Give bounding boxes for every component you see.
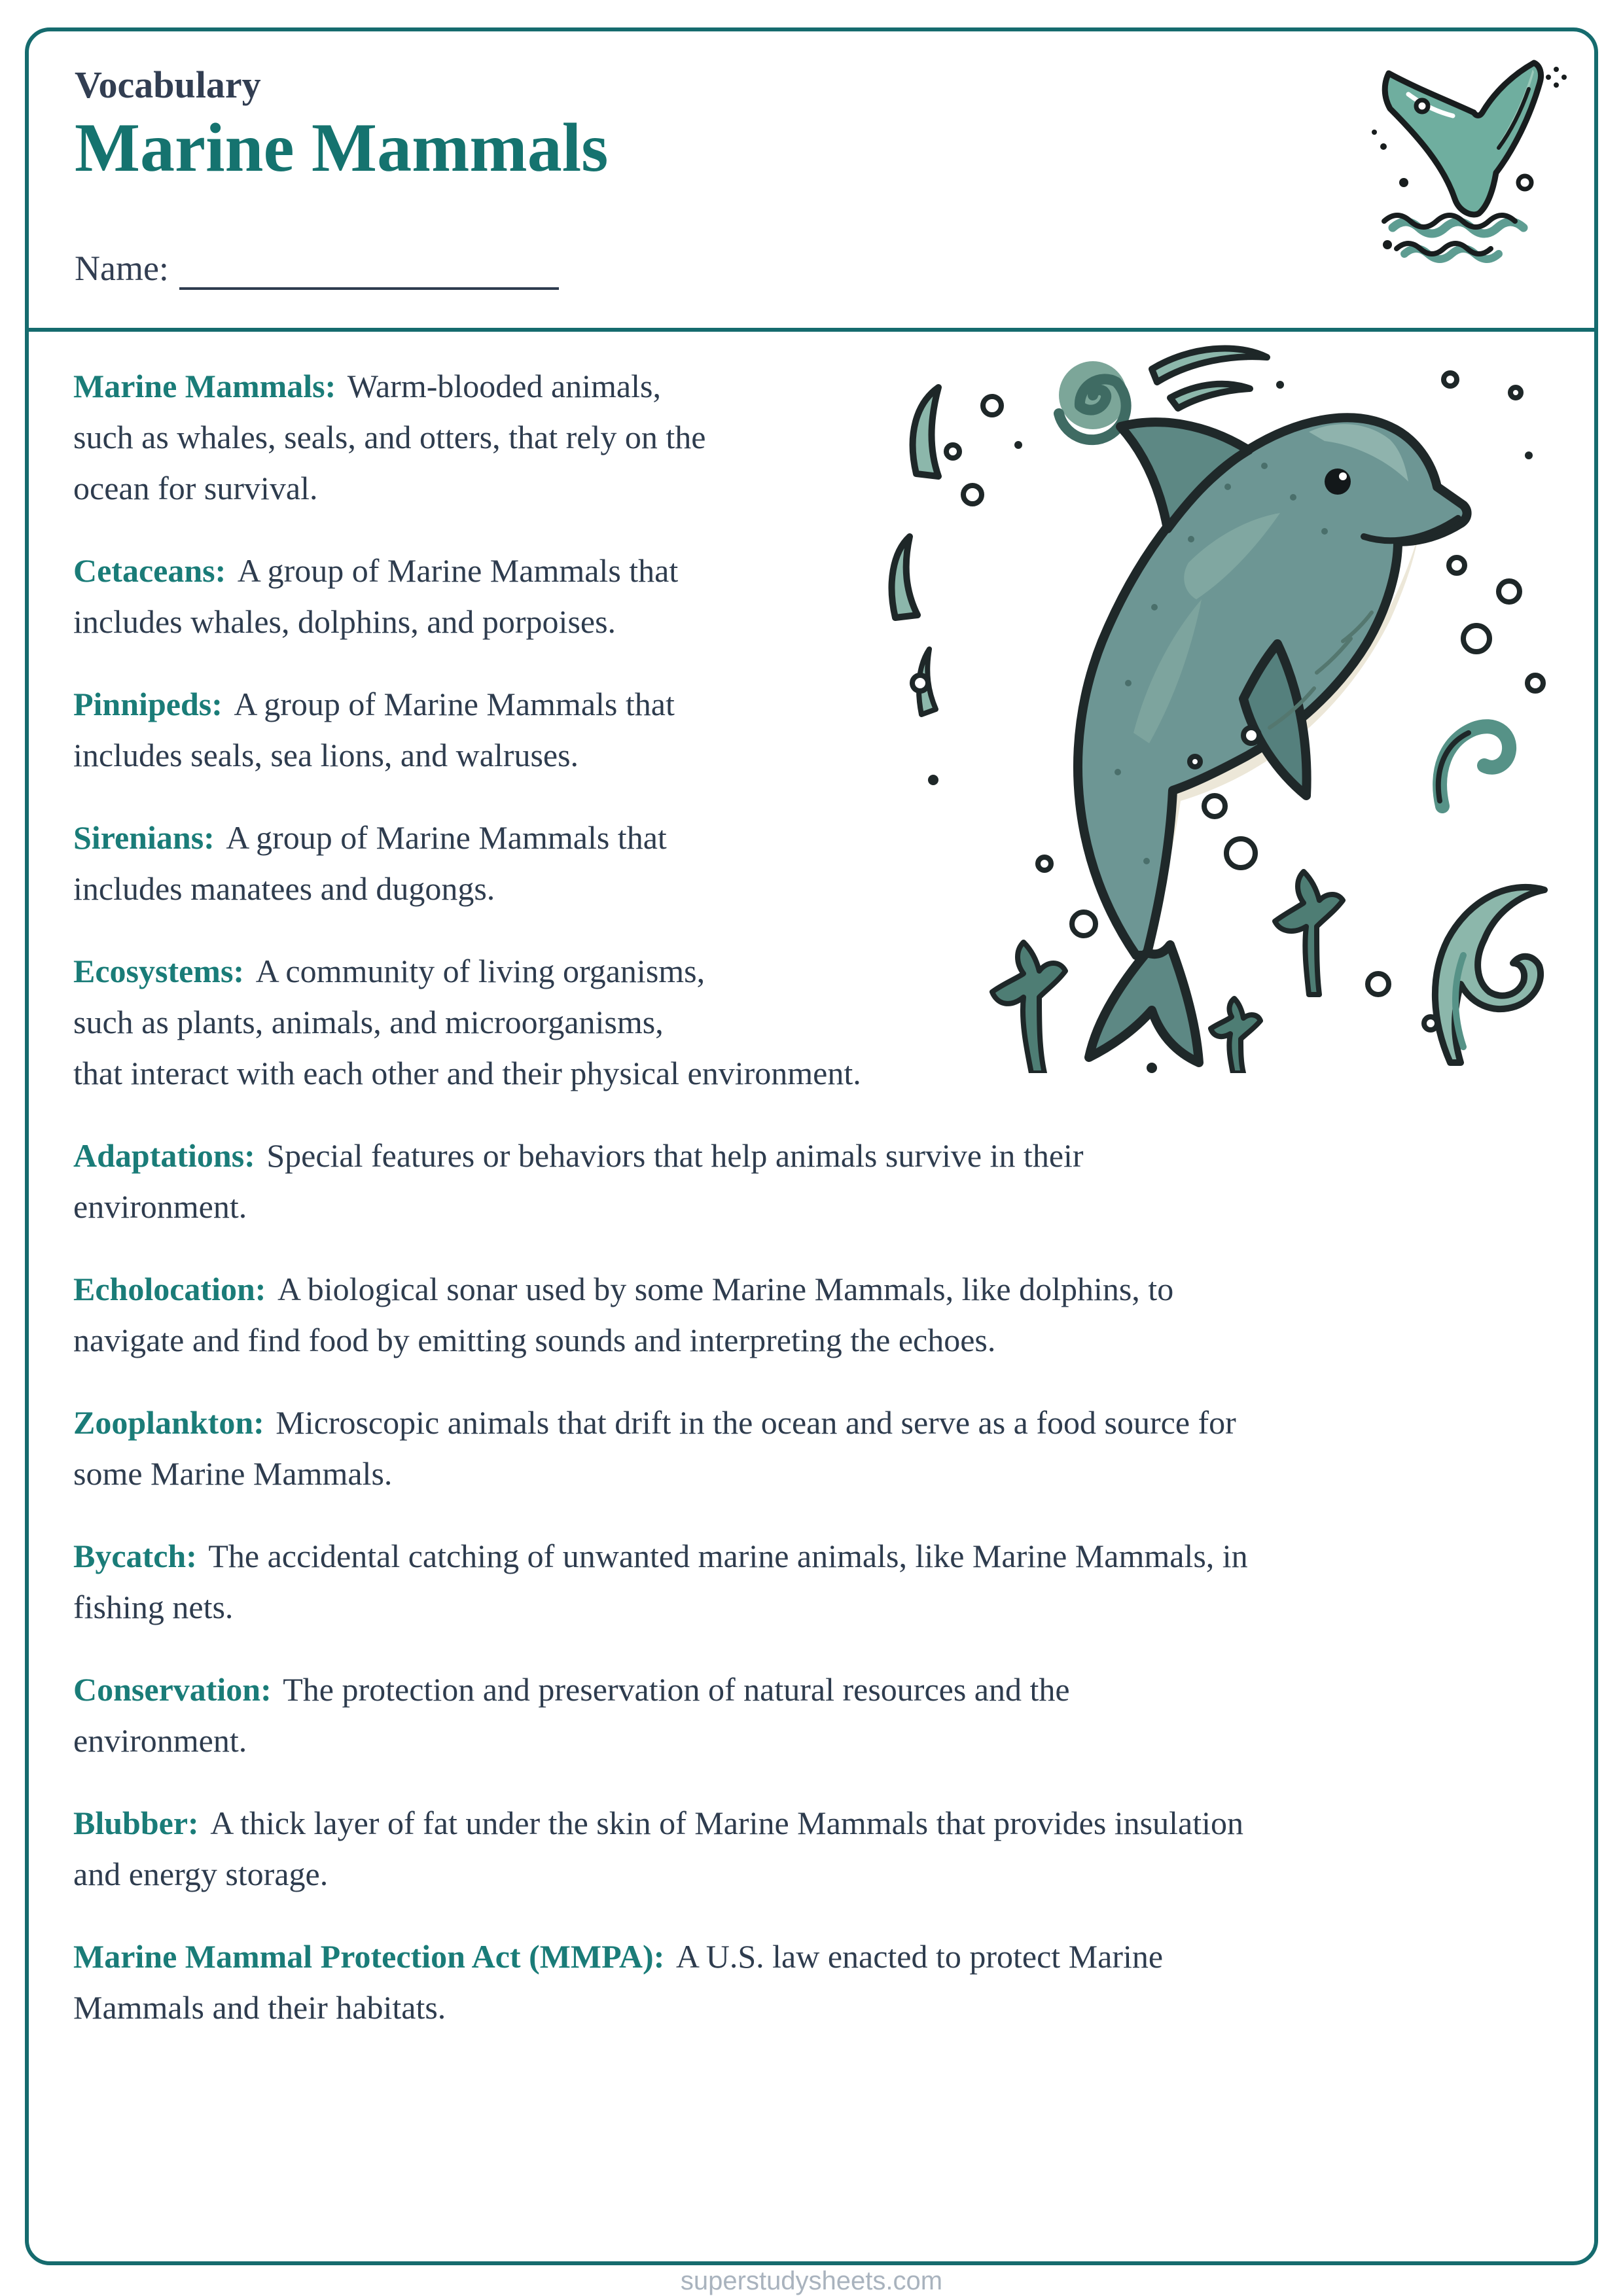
vocab-term: Ecosystems: (73, 952, 245, 989)
vocab-entry (73, 1931, 1542, 2033)
vocab-term: Cetaceans: (73, 552, 226, 589)
vocab-definition: Warm-blooded animals, such as whales, seals, and otters, that rely on the ocean for survival. (73, 367, 706, 506)
vocabulary-list (29, 332, 1594, 2033)
worksheet-page (25, 27, 1598, 2265)
eyebrow-label: Vocabulary (75, 63, 261, 106)
vocab-term: Sirenians: (73, 819, 215, 856)
vocab-definition: A group of Marine Mammals that includes seals, sea lions, and walruses. (73, 685, 675, 773)
vocab-entry (73, 361, 1542, 514)
vocab-entry (73, 1263, 1542, 1366)
vocab-entry (73, 1797, 1542, 1899)
whale-tail-icon (1348, 48, 1584, 264)
vocab-definition: A biological sonar used by some Marine Mammals, like dolphins, to navigate and find food by emitting sounds and interpreting the echoes. (73, 1270, 1174, 1358)
vocab-term: Marine Mammals: (73, 367, 336, 404)
vocab-entry (73, 1397, 1542, 1499)
footer-website: superstudysheets.com (680, 2267, 943, 2295)
vocab-definition: A U.S. law enacted to protect Marine Mammals and their habitats. (73, 1937, 1164, 2026)
name-row (75, 247, 1548, 290)
vocab-entry (73, 945, 1542, 1099)
vocab-entry (73, 679, 1542, 781)
vocab-definition: Special features or behaviors that help animals survive in their environment. (73, 1137, 1084, 1225)
vocab-term: Echolocation: (73, 1270, 266, 1307)
vocab-definition: A community of living organisms, such as plants, animals, and microorganisms, that interact with each other and their physical environment. (73, 952, 861, 1091)
vocab-term: Bycatch: (73, 1537, 197, 1574)
vocab-definition: The protection and preservation of natural resources and the environment. (73, 1670, 1070, 1759)
vocab-definition: A group of Marine Mammals that includes manatees and dugongs. (73, 819, 667, 907)
name-label: Name: (75, 249, 169, 289)
vocab-term: Conservation: (73, 1670, 272, 1708)
vocab-definition: A group of Marine Mammals that includes whales, dolphins, and porpoises. (73, 552, 679, 640)
page-title: Marine Mammals (75, 109, 609, 186)
vocab-entry (73, 1530, 1542, 1633)
vocab-definition: Microscopic animals that drift in the ocean and serve as a food source for some Marine Mammals. (73, 1404, 1236, 1492)
vocab-definition: A thick layer of fat under the skin of Marine Mammals that provides insulation and energy storage. (73, 1804, 1244, 1892)
vocab-term: Blubber: (73, 1804, 199, 1841)
vocab-definition: The accidental catching of unwanted marine animals, like Marine Mammals, in fishing nets. (73, 1537, 1248, 1625)
vocab-entry (73, 1130, 1542, 1232)
name-blank-line[interactable] (179, 253, 559, 290)
vocab-entry (73, 1664, 1542, 1766)
vocab-term: Zooplankton: (73, 1404, 264, 1441)
vocab-entry (73, 812, 1542, 914)
vocab-term: Pinnipeds: (73, 685, 223, 722)
vocab-term: Marine Mammal Protection Act (MMPA): (73, 1937, 665, 1975)
vocab-term: Adaptations: (73, 1137, 255, 1174)
vocab-entry (73, 545, 1542, 647)
